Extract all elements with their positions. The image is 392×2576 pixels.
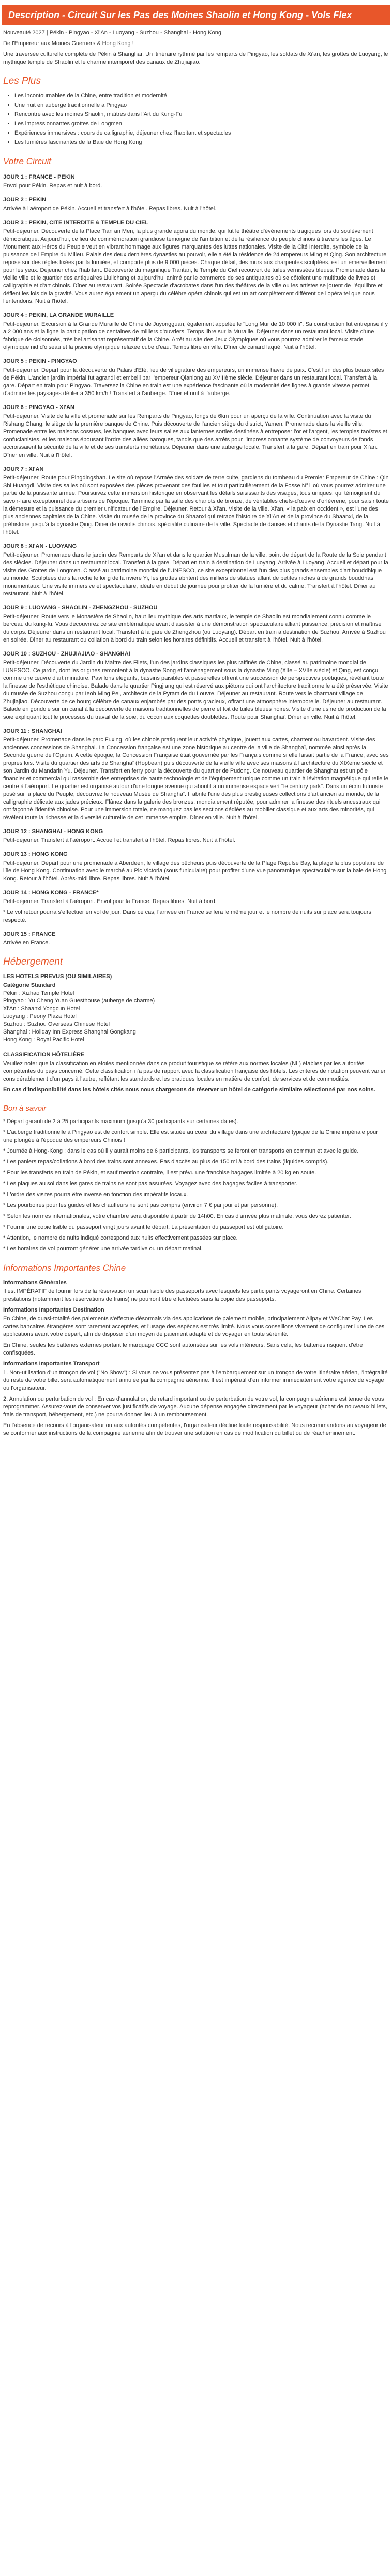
day-title: JOUR 12 : SHANGHAI - HONG KONG — [3, 828, 103, 835]
day-block — [3, 851, 389, 883]
hotel-item: Hong Kong : Royal Pacific Hotel — [3, 1037, 84, 1043]
info-title: Informations Générales — [3, 1279, 67, 1286]
day-title: JOUR 15 : FRANCE — [3, 931, 56, 937]
day-title: JOUR 1 : FRANCE - PEKIN — [3, 174, 75, 180]
day-block — [3, 404, 389, 459]
page-title: Description - Circuit Sur les Pas des Moines Shaolin et Hong Kong - Vols Flex — [2, 5, 390, 25]
hotels-subtitle: LES HOTELS PREVUS (OU SIMILAIRES) — [3, 973, 112, 980]
hotel-item: Pékin : Xizhao Temple Hotel — [3, 990, 74, 996]
hotel-item: Xi'An : Shaanxi Yongcun Hotel — [3, 1006, 80, 1012]
info-section — [3, 1342, 389, 1357]
hotel-item: Pingyao : Yu Cheng Yuan Guesthouse (auberge de charme) — [3, 998, 155, 1004]
plus-item: • Expériences immersives : cours de calligraphie, déjeuner chez l'habitant et spectacles — [14, 129, 389, 137]
day-title: JOUR 5 : PEKIN - PINGYAO — [3, 358, 77, 365]
day-block — [3, 604, 389, 644]
day-text: Petit-déjeuner. Transfert à l'aéroport. Envol pour la France. Repas libres. Nuit à bord. — [3, 898, 217, 905]
day-title: JOUR 14 : HONG KONG - FRANCE* — [3, 890, 99, 896]
day-text: Petit-déjeuner. Visite de la ville et promenade sur les Remparts de Pingyao, longs de 6km pour un aperçu de la ville. Continuation avec la visite du Rishang Chang, le siège de la première banque de Chine. Puis découverte de l'ancien siège du district, Yamen. Promenade dans la vieille ville. Promenade entre les maisons cossues, les banques avec leurs salles aux lanternes sorties destinées à entreposer l'or et l'argent, les temples taoïstes et confucianistes, et les maisons épousant l'ordre des allées baroques, tandis que des arrêts pour l'impressionnante système de convoyeurs de fonds accroissaient la sécurité de la ville et de ses transferts monétaires. Déjeuner dans une auberge locale. Transfert à la gare. Départ en train pour Xi'an. Dîner en ville. Nuit à l'hôtel. — [3, 413, 387, 458]
day-block — [3, 465, 389, 536]
intro-line: Une traversée culturelle complète de Pékin à Shanghaï. Un itinéraire rythmé par les remparts de Pingyao, les soldats de Xi'an, les grottes de Luoyang, le mythique temple de Shaolin et le charme intemporel des canaux de Zhujiajiao. — [3, 51, 388, 65]
hotel-item: Suzhou : Suzhou Overseas Chinese Hotel — [3, 1021, 110, 1027]
info-section — [3, 1422, 389, 1437]
circuit-heading: Votre Circuit — [3, 156, 51, 166]
day-text: Petit-déjeuner. Route pour Pingdingshan. Le site où repose l'Armée des soldats de terre cuite, gardiens du tombeau du Premier Empereur de Chine : Qin Shi Huangdi. Visite des salles où sont exposées des pièces provenant des fouilles et tout particulièrement de la Fosse N°1 où vous pourrez admirer une partie de la puissante armée. Poursuivez cette immersion historique en observant les détails saisissants des visages, tous uniques, qui témoignent du savoir-faire exceptionnel des artisans de l'époque. Terminez par la salle des chariots de bronze, de véritables chefs-d'œuvre d'orfèvrerie, pour saisir toute la démesure et la puissance du premier unificateur de l'Empire. Déjeuner. Retour à Xi'an. Visite de la ville. Xi'an, « la paix en occident », est l'une des plus anciennes capitales de la Chine. Visite du musée de la province du Shaanxi qui retrace l'histoire de Xi'An et de la province du Shaanxi, de la préhistoire jusqu'à la dynastie Qing. Dîner de raviolis chinois, spécialité culinaire de la ville. Spectacle de danses et chants de la Dynastie Tang. Nuit à l'hôtel. — [3, 475, 389, 535]
bon-savoir-item: * Les plaques au sol dans les gares de trains ne sont pas assurées. Voyagez avec des bagages faciles à transporter. — [3, 1181, 298, 1187]
bon-savoir-item: * L'auberge traditionnelle à Pingyao est de confort simple. Elle est située au cœur du village dans une architecture typique de la Chine impériale pour une plongée à l'époque des empereurs Chinois ! — [3, 1129, 378, 1143]
day-title: JOUR 6 : PINGYAO - XI'AN — [3, 404, 74, 411]
info-section — [3, 1395, 389, 1419]
day-title: JOUR 7 : XI'AN — [3, 466, 44, 472]
intro — [3, 29, 389, 66]
day-title: JOUR 11 : SHANGHAI — [3, 728, 62, 734]
day-block — [3, 543, 389, 598]
info-text: Il est IMPÉRATIF de fournir lors de la réservation un scan lisible des passeports avec lesquels les participants voyageront en Chine. Certaines prestations (notamment les réservations de trains) ne pourront être effectuées sans la copie des passeports. — [3, 1288, 361, 1302]
content — [0, 29, 392, 1437]
plus-item: • Les impressionnantes grottes de Longmen — [14, 120, 389, 128]
info-text: 1. Non-utilisation d'un tronçon de vol ("No Show") : Si vous ne vous présentez pas à l'embarquement sur un tronçon de votre itinéraire aérien, l'intégralité du reste de votre billet sera automatiquement annulée par la compagnie aérienne. Il est impératif d'en informer immédiatement votre agence de voyage ou l'organisateur. — [3, 1370, 388, 1391]
bon-savoir-item: * Les paniers repas/collations à bord des trains sont annexes. Pas d'accès au plus de 150 ml à bord des trains (liquides compris). — [3, 1159, 329, 1165]
day-block — [3, 196, 389, 213]
infos-heading: Informations Importantes Chine — [3, 1263, 126, 1273]
plus-list — [3, 92, 389, 147]
day-text: Petit-déjeuner. Départ pour une promenade à Aberdeen, le village des pêcheurs puis découverte de la Plage Repulse Bay, la plage la plus populaire de l'île de Hong Kong. Continuation avec le marché au Pic Victoria (sous funiculaire) pour profiter d'une vue panoramique spectaculaire sur la baie de Hong Kong. Retour à l'hôtel. Après-midi libre. Repas libres. Nuit à l'hôtel. — [3, 860, 387, 882]
plus-heading: Les Plus — [3, 76, 41, 86]
bon-savoir-heading: Bon à savoir — [3, 1104, 47, 1113]
day-title: JOUR 8 : XI'AN - LUOYANG — [3, 543, 77, 549]
plus-item: • Les incontournables de la Chine, entre tradition et modernité — [14, 92, 389, 100]
day-title: JOUR 9 : LUOYANG - SHAOLIN - ZHENGZHOU - SUZHOU — [3, 605, 158, 611]
plus-item: • Les lumières fascinantes de la Baie de Hong Kong — [14, 139, 389, 147]
day-text: Petit-déjeuner. Transfert à l'aéroport. Accueil et transfert à l'hôtel. Repas libres. Nuit à l'hôtel. — [3, 837, 235, 843]
bon-savoir-item: * Les horaires de vol pourront générer une arrivée tardive ou un départ matinal. — [3, 1246, 203, 1252]
plus-item: • Une nuit en auberge traditionnelle à Pingyao — [14, 101, 389, 109]
info-section — [3, 1306, 389, 1338]
day-block — [3, 930, 389, 947]
day-text: Petit-déjeuner. Route vers le Monastère de Shaolin, haut lieu mythique des arts martiaux, le temple de Shaolin est mondialement connu comme le berceau du kung-fu. Vous découvrirez ce site emblématique avant d'assister à une démonstration spectaculaire alliant puissance, précision et maîtrise du corps. Déjeuner dans un restaurant local. Transfert à la gare de Zhengzhou (ou Luoyang). Départ en train à destination de Suzhou. Arrivée à Suzhou en soirée. Dîner au restaurant ou collation à bord du train selon les horaires définitifs. Accueil et transfert à l'hôtel. Nuit à l'hôtel. — [3, 614, 386, 643]
classification-text: Veuillez noter que la classification en étoiles mentionnée dans ce produit touristique se réfère aux normes locales (NL) établies par les autorités compétentes du pays concerné. Cette classification n'a pas de rapport avec la classification française des hôtels. Les critères de notation peuvent varier considérablement d'un pays à l'autre, reflétant les standards et les pratiques locales en matière de confort, de services et de commodités. — [3, 1060, 386, 1082]
day-note: * Le vol retour pourra s'effectuer en vol de jour. Dans ce cas, l'arrivée en France se fera le même jour et le nombre de nuits sur place sera toujours respecté. — [3, 909, 372, 923]
day-text: Petit-déjeuner. Départ pour la découverte du Palais d'Eté, lieu de villégiature des empereurs, un immense havre de paix. C'est l'un des plus beaux sites de Pékin. L'ancien jardin impérial fut agrandi et embelli par l'empereur Qianlong au XVIIIème siècle. Déjeuner dans un restaurant local. Transfert à la gare. Départ en train pour Pingyao. Traversez la Chine en train est une expérience fascinante où la modernité des lignes à grande vitesse permet d'admirer les paysages défiler à 350 km/h ! Transfert à l'auberge. Dîner et nuit à l'auberge. — [3, 367, 384, 397]
hotels-category: Catégorie Standard — [3, 982, 56, 988]
info-section — [3, 1360, 389, 1392]
bon-savoir-list — [3, 1118, 389, 1253]
day-block — [3, 650, 389, 721]
day-block — [3, 219, 389, 305]
bon-savoir-item: * Fournir une copie lisible du passeport vingt jours avant le départ. La présentation du passeport est obligatoire. — [3, 1224, 284, 1230]
day-text: Petit-déjeuner. Promenade dans le jardin des Remparts de Xi'an et dans le quartier Musulman de la ville, point de départ de la Route de la Soie pendant des siècles. Déjeuner dans un restaurant local. Transfert à la gare. Départ en train à destination de Luoyang. Arrivée à Luoyang. Accueil et départ pour la visite des Grottes de Longmen. Classé au patrimoine mondial de l'UNESCO, ce site exceptionnel est l'un des plus grands ensembles d'art bouddhique au monde. Sculptées dans la roche le long de la rivière Yi, les grottes abritent des milliers de statues allant de petites niches à de grands bouddhas monumentaux. Une visite immersive et spectaculaire, idéale en début de journée pour profiter de la lumière et du calme. Transfert à l'hôtel. Dîner au restaurant. Nuit à l'hôtel. — [3, 552, 388, 597]
day-title: JOUR 13 : HONG KONG — [3, 851, 68, 857]
intro-line: Nouveauté 2027 | Pékin - Pingyao - Xi'An - Luoyang - Suzhou - Shanghai - Hong Kong — [3, 30, 222, 36]
classification-note: En cas d'indisponibilité dans les hôtels cités nous nous chargerons de réserver un hôtel de catégorie similaire sélectionné par nos soins. — [3, 1087, 375, 1093]
info-text: 2. Annulation ou perturbation de vol : En cas d'annulation, de retard important ou de perturbation de votre vol, la compagnie aérienne est tenue de vous reprogrammer. Assurez-vous de conserver vos justificatifs de voyage. Aucune dépense engagée directement par le voyageur (achat de nouveaux billets, frais de transport, hébergement, etc.) ne pourra donner lieu à un remboursement. — [3, 1396, 387, 1418]
hotel-item: Shanghai : Holiday Inn Express Shanghai Gongkang — [3, 1029, 136, 1035]
intro-line: De l'Empereur aux Moines Guerriers & Hong Kong ! — [3, 40, 134, 47]
day-title: JOUR 10 : SUZHOU - ZHUJIAJIAO - SHANGHAI — [3, 651, 130, 657]
bon-savoir-item: * Pour les transferts en train de Pékin, et sauf mention contraire, il est prévu une franchise bagages limitée à 20 kg en soute. — [3, 1170, 316, 1176]
classification-title: CLASSIFICATION HÔTELIÈRE — [3, 1052, 85, 1058]
info-title: Informations Importantes Transport — [3, 1361, 100, 1367]
day-text: Petit-déjeuner. Découverte de la Place Tian an Men, la plus grande agora du monde, qui fut le théâtre d'événements tragiques lors du soulèvement démocratique. Aujourd'hui, ce lieu de commémoration grandiose témoigne de l'ambition et de la résilience du peuple chinois à travers les âges. Le Monument aux Héros du Peuple veut en vibrant hommage aux figures marquantes des luttes nationales. Visite de la Cité Interdite, symbole de la puissance de l'Empire du Milieu. Palais des deux dernières dynasties au pouvoir, elle a été la résidence de 24 empereurs Ming et Qing. Son architecture repose sur des règles fixées par la lumière, et comporte plus de 9 000 pièces. Chaque détail, des murs aux charpentes sculptées, est un émerveillement pour les yeux. Déjeuner chez l'habitant. Découverte du magnifique Tiantan, le Temple du Ciel recouvert de tuiles vernissées bleues. Promenade dans la vieille ville et le quartier des antiquaires Liulichang et aujourd'hui animé par le commerce de ses antiquaires où se côtoient une multitude de livres et calligraphie et d'art chinois. Dîner au restaurant. Soirée Spectacle d'acrobates dans l'un des théâtres de la ville ou les artistes se jouent de l'équilibre et défient les lois de la gravité. Vous aurez également un aperçu du célèbre opéra chinois qui est un art complètement différent de l'opéra tel que nous l'entendons. Nuit à l'hôtel. — [3, 228, 387, 304]
info-text: En Chine, seules les batteries externes portant le marquage CCC sont autorisées sur les vols intérieurs. Sans cela, les batteries risquent d'être confisquées. — [3, 1342, 363, 1356]
bon-savoir-item: * Selon les normes internationales, votre chambre sera disponible à partir de 14h00. En cas d'arrivée plus matinale, vous devrez patienter. — [3, 1213, 351, 1219]
day-title: JOUR 4 : PEKIN, LA GRANDE MURAILLE — [3, 312, 114, 318]
day-title: JOUR 2 : PEKIN — [3, 197, 47, 203]
info-text: En Chine, de quasi-totalité des paiements s'effectue désormais via des applications de paiement mobile, principalement Alipay et WeChat Pay. Les cartes bancaires étrangères sont rarement acceptées, et l'usage des espèces est très limité. Nous vous conseillons vivement de configurer l'une de ces applications avant votre départ, afin de disposer d'un moyen de paiement adapté et de voyager en toute sérénité. — [3, 1316, 385, 1337]
day-text: Petit-déjeuner. Promenade dans le parc Fuxing, où les chinois pratiquent leur activité physique, jouent aux cartes, chantent ou bavardent. Visite des anciennes concessions de Shanghai. La Concession française est une zone historique au centre de la ville de Shanghaï, nommée ainsi après la Seconde guerre de l'Opium. A cette époque, la Concession Française était gouvernée par les Français comme si elle faisait partie de la France, avec ses propres lois. Visite du quartier des arts de Shanghaï (Hopbean) puis découverte de la vieille ville avec ses maisons à l'architecture du XIXème siècle et son Jardin du Mandarin Yu. Déjeuner. Transfert en ferry pour la découverte du quartier de Pudong. Ce nouveau quartier de Shanghaï est un pôle financier et commercial qui rassemble des entreprises de haute technologie et de l'équipement unique comme un train à lévitation magnétique qui relie le centre à l'aéroport. Le quartier est organisé autour d'une longue avenue qui aboutit à un immense espace vert "le century park". Dans un écrin futuriste posé sur la place du Peuple, découvrez le nouveau Musée de Shanghaï. Il abrite l'une des plus prestigieuses collections d'art ancien au monde, de la calligraphie délicate aux jades précieux. Flânez dans la galerie des bronzes, mondialement réputée, pour admirer la finesse des rituels ancestraux qui ont façonné l'identité chinoise. Pour une immersion totale, ne manquez pas les sections dédiées au mobilier classique et aux arts des minorités, qui révèlent toute la richesse et la diversité culturelle de cet immense empire. Dîner en ville. Nuit à l'hôtel. — [3, 737, 389, 821]
day-text: Envol pour Pékin. Repas et nuit à bord. — [3, 183, 102, 189]
hebergement-heading: Hébergement — [3, 956, 63, 967]
info-text: En l'absence de recours à l'organisateur ou aux autorités compétentes, l'organisateur décline toute responsabilité. Nous recommandons au voyageur de se conformer aux instructions de la compagnie aérienne afin de trouver une solution en cas de modification du billet ou de réacheminement. — [3, 1422, 386, 1436]
day-title: JOUR 3 : PEKIN, CITE INTERDITE & TEMPLE DU CIEL — [3, 220, 149, 226]
day-block — [3, 727, 389, 822]
info-section — [3, 1279, 389, 1303]
hotel-item: Luoyang : Peony Plaza Hotel — [3, 1013, 77, 1020]
info-title: Informations Importantes Destination — [3, 1307, 104, 1313]
bon-savoir-item: * Départ garanti de 2 à 25 participants maximum (jusqu'à 30 participants sur certaines dates). — [3, 1118, 238, 1125]
plus-item: • Rencontre avec les moines Shaolin, maîtres dans l'Art du Kung-Fu — [14, 111, 389, 119]
bon-savoir-item: * Les pourboires pour les guides et les chauffeurs ne sont pas compris (environ 7 € par jour et par personne). — [3, 1202, 278, 1209]
bon-savoir-item: * Journée à Hong-Kong : dans le cas où il y aurait moins de 6 participants, les transports se feront en transports en commun et avec le guide. — [3, 1148, 359, 1154]
bon-savoir-item: * Attention, le nombre de nuits indiqué correspond aux nuits effectivement passées sur place. — [3, 1235, 238, 1241]
day-text: Arrivée en France. — [3, 940, 50, 946]
day-text: Petit-déjeuner. Découverte du Jardin du Maître des Filets, l'un des jardins classiques les plus raffinés de Chine, classé au patrimoine mondial de l'UNESCO. Ce jardin, dont les origines remontent à la dynastie Song et l'aménagement sous la dynastie Ming (XIIe – XVIIe siècle) et Qing, est conçu comme une œuvre d'art miniature. Pavillons élégants, bassins paisibles et passerelles offrent une succession de perspectives poétiques, révélant toute la finesse de l'esthétique chinoise. Balade dans le quartier Pingjiang qui est réservé aux piétons qui ont l'architecture traditionnelle a été préservée. Visite du musée de Suzhou conçu par Ieoh Ming Pei, architecte de la Pyramide du Louvre. Déjeuner au restaurant. Route vers le charmant village de Zhujiajiao. Découverte de ce bourg célèbre de canaux enjambés par des ponts gracieux, offrant une atmosphère intemporelle. Déjeuner au restaurant. Balade en gondole sur un canal à la découverte de maisons traditionnelles de pierre et toit de tuiles bleues noires. Visite d'une usine de production de la soie expliquant tout le processus du travail de la soie, du cocon aux coquettes doublettes. Route pour Shanghaï. Dîner en ville. Nuit à l'hôtel. — [3, 660, 388, 720]
day-text: Arrivée à l'aéroport de Pékin. Accueil et transfert à l'hôtel. Repas libres. Nuit à l'hôtel. — [3, 206, 217, 212]
day-block — [3, 889, 389, 924]
day-block — [3, 312, 389, 352]
day-block — [3, 358, 389, 398]
day-block — [3, 828, 389, 845]
bon-savoir-item: * L'ordre des visites pourra être inversé en fonction des impératifs locaux. — [3, 1191, 188, 1198]
hotels-list — [3, 989, 389, 1044]
day-block — [3, 173, 389, 190]
day-text: Petit-déjeuner. Excursion à la Grande Muraille de Chine de Juyongguan, également appelée le "Long Mur de 10 000 li". Sa construction fut entreprise il y a 2 000 ans et la ligne la participation de centaines de milliers d'ouvriers. Temps libre sur la Muraille. Déjeuner dans un restaurant local. Visite d'une fabrique de cloisonnés, très bel artisanat représentatif de la Chine. Arrêt au site des Jeux Olympiques où vous pourrez admirer le fameux stade olympique nid d'oiseau et la piscine olympique relaxée cube d'eau. Temps libre en ville. Dîner de canard laqué. Nuit à l'hôtel. — [3, 321, 388, 351]
